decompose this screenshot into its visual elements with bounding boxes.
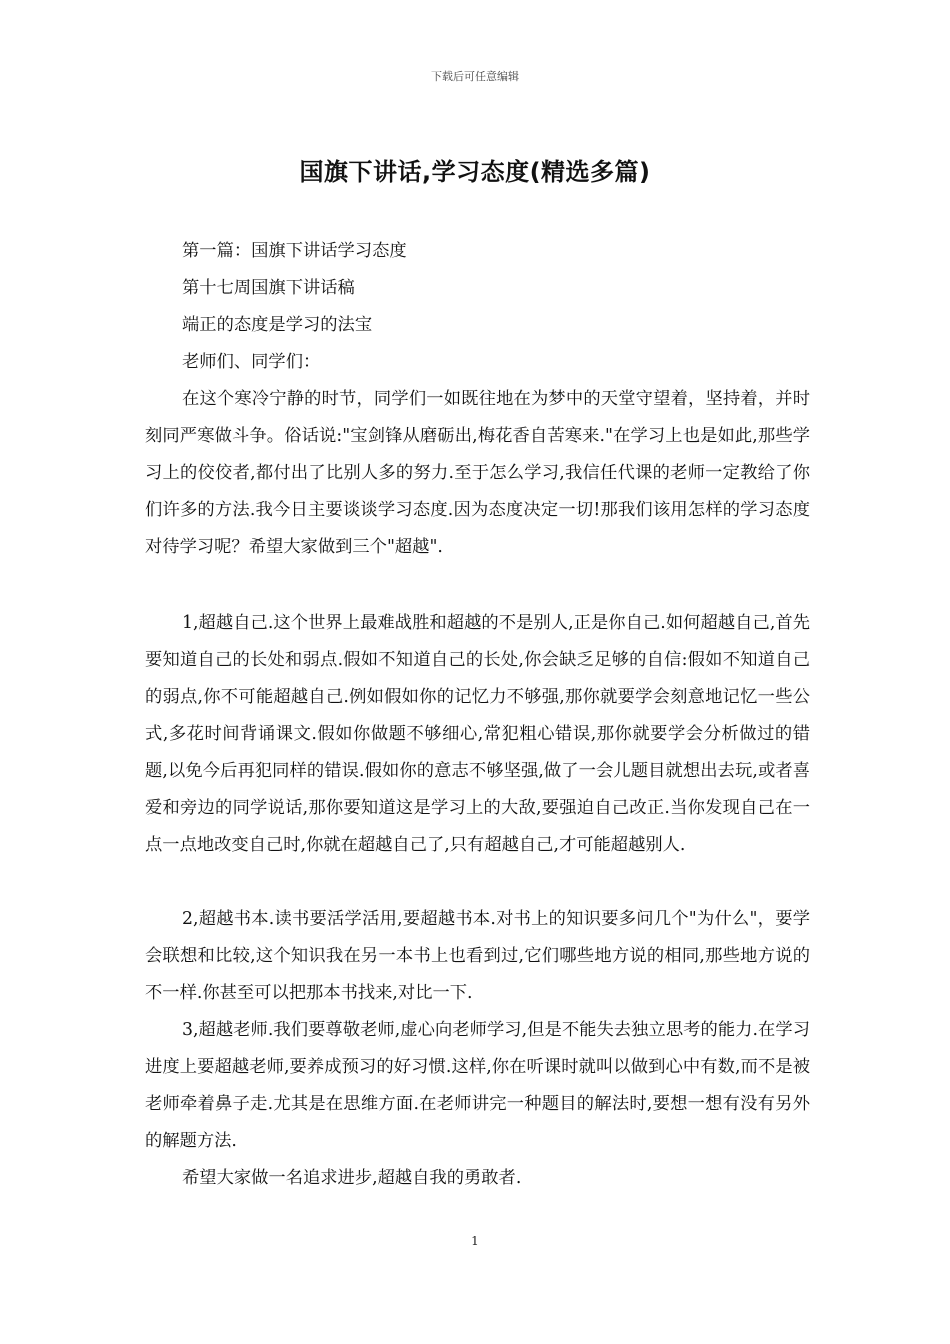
intro-line-speech-title: 第十七周国旗下讲话稿: [182, 278, 355, 298]
page-number: 1: [471, 1234, 479, 1248]
document-title: 国旗下讲话,学习态度(精选多篇): [299, 158, 651, 186]
intro-line-salutation: 老师们、同学们：: [182, 352, 321, 372]
page-header-note: 下载后可任意编辑: [431, 70, 519, 83]
paragraph-surpass-books: 2,超越书本.读书要活学活用,要超越书本.对书上的知识要多问几个"为什么"，要学会联想和比较,这个知识我在另一本书上也看到过,它们哪些地方说的相同,那些地方说的不一样.你甚至可以把那本书找来,对比一下.: [145, 909, 810, 1003]
paragraph-closing: 希望大家做一名追求进步,超越自我的勇敢者.: [182, 1168, 522, 1188]
intro-line-section-title: 第一篇：国旗下讲话学习态度: [182, 241, 407, 261]
intro-line-subtitle: 端正的态度是学习的法宝: [182, 315, 373, 335]
paragraph-opening: 在这个寒冷宁静的时节，同学们一如既往地在为梦中的天堂守望着，坚持着，并时刻同严寒做斗争。俗话说:"宝剑锋从磨砺出,梅花香自苦寒来."在学习上也是如此,那些学习上的佼佼者,都付出了比别人多的努力.至于怎么学习,我信任代课的老师一定教给了你们许多的方法.我今日主要谈谈学习态度.因为态度决定一切!那我们该用怎样的学习态度对待学习呢？希望大家做到三个"超越".: [145, 389, 810, 557]
paragraph-surpass-self: 1,超越自己.这个世界上最难战胜和超越的不是别人,正是你自己.如何超越自己,首先要知道自己的长处和弱点.假如不知道自己的长处,你会缺乏足够的自信:假如不知道自己的弱点,你不可能超越自己.例如假如你的记忆力不够强,那你就要学会刻意地记忆一些公式,多花时间背诵课文.假如你做题不够细心,常犯粗心错误,那你就要学会分析做过的错题,以免今后再犯同样的错误.假如你的意志不够坚强,做了一会儿题目就想出去玩,或者喜爱和旁边的同学说话,那你要知道这是学习上的大敌,要强迫自己改正.当你发现自己在一点一点地改变自己时,你就在超越自己了,只有超越自己,才可能超越别人.: [145, 613, 810, 855]
intro-lines: [145, 233, 810, 381]
paragraph-surpass-teachers: 3,超越老师.我们要尊敬老师,虚心向老师学习,但是不能失去独立思考的能力.在学习进度上要超越老师,要养成预习的好习惯.这样,你在听课时就叫以做到心中有数,而不是被老师牵着鼻子走.尤其是在思维方面.在老师讲完一种题目的解法时,要想一想有没有另外的解题方法.: [145, 1020, 810, 1151]
